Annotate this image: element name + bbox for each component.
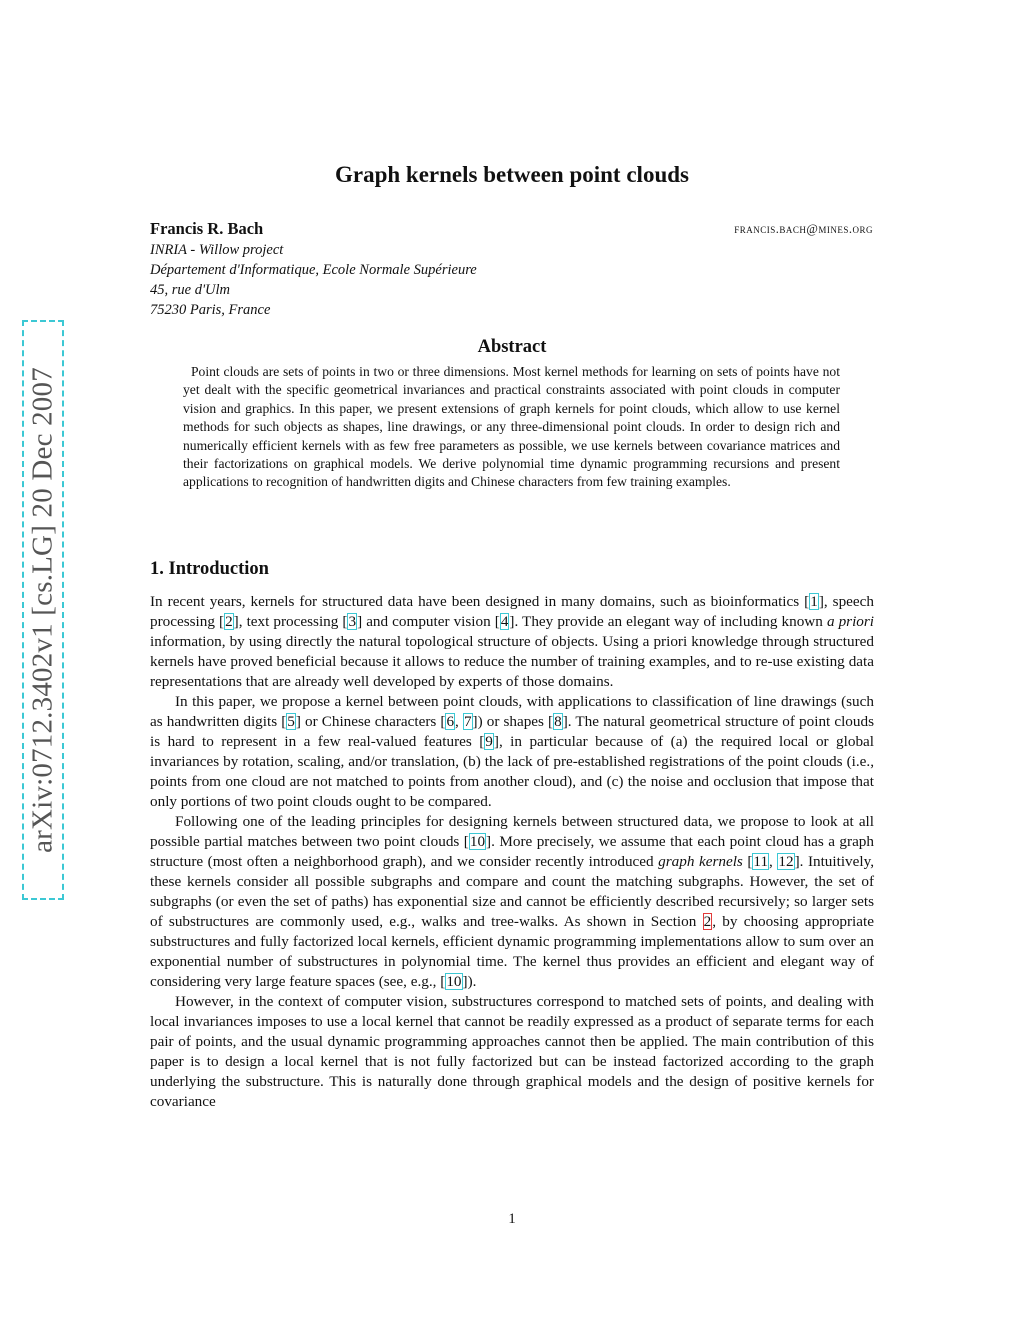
section-reference-link[interactable]: 2: [703, 913, 712, 930]
paragraph: In this paper, we propose a kernel between point clouds, with applications to classification of line drawings (such as handwritten digits [5] or Chinese characters [6, 7]) or shapes [8]. The natural geometrical structure of point clouds is hard to represent in a few real-valued features [9], in particular because of (a) the required local or global invariances by rotation, scaling, and/or translation, (b) the lack of pre-established registrations of the point clouds (i.e., points from one cloud are not matched to points from another cloud), and (c) the noise and occlusion that impose that only portions of two point clouds ought to be compared.: [150, 693, 874, 810]
affiliation-line: 75230 Paris, France: [150, 302, 271, 318]
citation-link[interactable]: 8: [554, 713, 562, 730]
affiliation-line: 45, rue d'Ulm: [150, 282, 231, 298]
arxiv-stamp: [22, 320, 64, 900]
author-affiliation: [150, 240, 477, 320]
citation-link[interactable]: 4: [500, 613, 509, 630]
affiliation-line: INRIA - Willow project: [150, 242, 284, 258]
author-name: Francis R. Bach: [150, 219, 264, 238]
citation-link[interactable]: 6: [446, 713, 455, 730]
abstract-text: Point clouds are sets of points in two or three dimensions. Most kernel methods for learning on sets of points have not yet dealt with the specific geometrical invariances and practical constraints associated with point clouds in computer vision and graphics. In this paper, we present extensions of graph kernels for point clouds, which allow to use kernel methods for such objects as shapes, line drawings, or any three-dimensional point clouds. In order to design rich and numerically efficient kernels with as few free parameters as possible, we use kernels between covariance matrices and their factorizations on graphical models. We derive polynomial time dynamic programming recursions and present applications to recognition of handwritten digits and Chinese characters from few training examples.: [183, 364, 840, 490]
affiliation-line: Département d'Informatique, Ecole Normale Supérieure: [150, 262, 477, 278]
citation-link[interactable]: 3: [348, 613, 357, 630]
paragraph: In recent years, kernels for structured data have been designed in many domains, such as bioinformatics [1], speech processing [2], text processing [3] and computer vision [4]. They provide an elegant way of including known a priori information, by using directly the natural topological structure of objects. Using a priori knowledge through structured kernels have proved beneficial because it allows to reduce the number of training examples, and to re-use existing data representations that are already well developed by experts of those domains.: [150, 593, 875, 690]
author-email[interactable]: francis.bach@mines.org: [734, 222, 873, 236]
page-number: 1: [508, 1211, 516, 1227]
citation-link[interactable]: 1: [810, 593, 818, 610]
paper-title: Graph kernels between point clouds: [335, 162, 689, 187]
citation-link[interactable]: 9: [485, 733, 493, 750]
paragraph: Following one of the leading principles for designing kernels between structured data, we propose to look at all possible partial matches between two point clouds [10]. More precisely, we assume that each point cloud has a graph structure (most often a neighborhood graph), and we consider recently introduced graph kernels [11, 12]. Intuitively, these kernels consider all possible subgraphs and compare and count the matching subgraphs. However, the set of subgraphs (or even the set of paths) has exponential size and cannot be efficiently described recursively; so larger sets of substructures are commonly used, e.g., walks and tree-walks. As shown in Section 2, by choosing appropriate substructures and fully factorized local kernels, efficient dynamic programming implementations allow to sum over an exponential number of substructures in polynomial time. The kernel thus provides an efficient and elegant way of considering very large feature spaces (see, e.g., [10]).: [150, 813, 875, 990]
abstract-heading: Abstract: [477, 337, 547, 357]
paragraph: However, in the context of computer vision, substructures correspond to matched sets of points, and dealing with local invariances imposes to use a local kernel that cannot be readily expressed as a product of separate terms for each pair of points, and the usual dynamic programming approaches cannot then be applied. The main contribution of this paper is to design a local kernel that is not fully factorized but can be instead factorized according to the graph underlying the substructure. This is naturally done through graphical models and the design of positive kernels for covariance: [150, 993, 874, 1110]
citation-link[interactable]: 5: [287, 713, 295, 730]
arxiv-identifier: arXiv:0712.3402v1 [cs.LG] 20 Dec 2007: [26, 367, 59, 853]
citation-link[interactable]: 10: [469, 833, 486, 850]
citation-link[interactable]: 12: [778, 853, 794, 870]
citation-link[interactable]: 2: [225, 613, 233, 630]
section-heading-introduction: 1. Introduction: [150, 559, 269, 579]
citation-link[interactable]: 7: [463, 713, 472, 730]
introduction-body: [150, 592, 874, 1112]
citation-link[interactable]: 10: [446, 973, 462, 990]
citation-link[interactable]: 11: [753, 853, 769, 870]
